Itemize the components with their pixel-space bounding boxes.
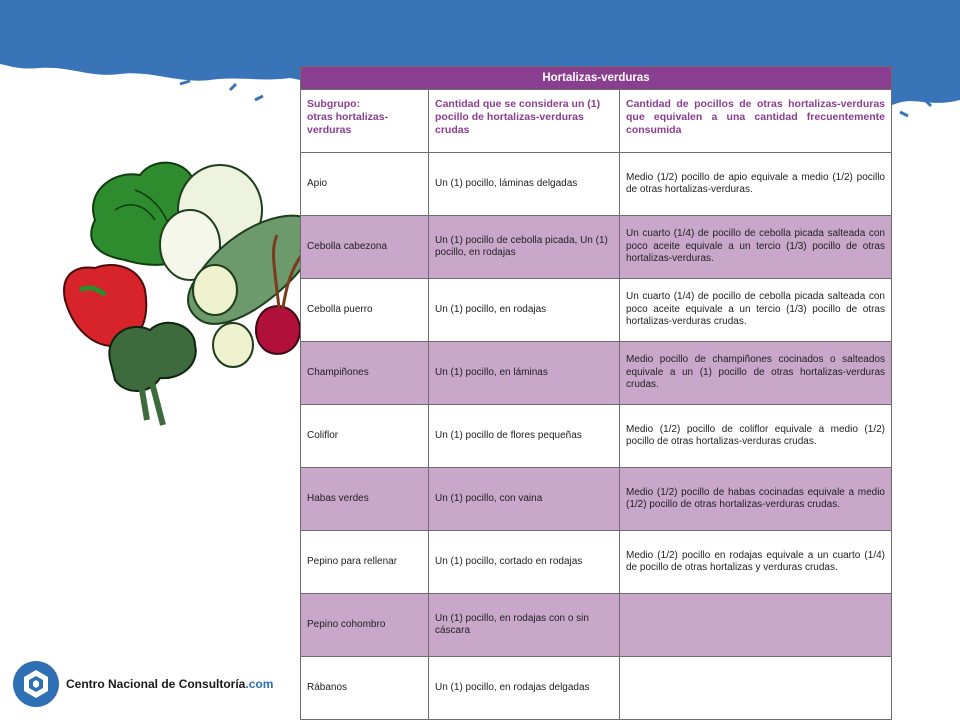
cell-equivalence: Medio (1/2) pocillo de apio equivale a medio (1/2) pocillo de otras hortalizas-verduras. — [626, 171, 885, 195]
cell-quantity: Un (1) pocillo, cortado en rodajas — [429, 531, 620, 593]
header-equivalence: Cantidad de pocillos de otras hortalizas-verduras que equivalen a una cantidad frecuentemente consumida — [626, 98, 885, 137]
table-row — [301, 153, 891, 216]
cell-equivalence — [620, 657, 891, 719]
table-title: Hortalizas-verduras — [301, 67, 891, 90]
vegetables-table — [300, 66, 892, 720]
header-subgroup: Subgrupo: otras hortalizas- verduras — [301, 90, 429, 152]
cell-subgroup: Habas verdes — [301, 468, 429, 530]
table-row — [301, 468, 891, 531]
cell-subgroup: Cebolla cabezona — [301, 216, 429, 278]
cell-subgroup: Champiñones — [301, 342, 429, 404]
table-row — [301, 594, 891, 657]
header-quantity: Cantidad que se considera un (1) pocillo de hortalizas-verduras crudas — [429, 90, 620, 152]
cell-quantity: Un (1) pocillo de cebolla picada, Un (1) pocillo, en rodajas — [429, 216, 620, 278]
cell-quantity: Un (1) pocillo, en láminas — [429, 342, 620, 404]
cell-quantity: Un (1) pocillo, en rodajas — [429, 279, 620, 341]
cell-subgroup: Coliflor — [301, 405, 429, 467]
cell-equivalence: Medio pocillo de champiñones cocinados o salteados equivale a un (1) pocillo de otras hortalizas-verduras crudas. — [626, 354, 885, 391]
cell-equivalence: Medio (1/2) pocillo de habas cocinadas equivale a medio (1/2) pocillo de otras hortalizas-verduras crudas. — [626, 486, 885, 510]
table-row — [301, 342, 891, 405]
logo-wordmark: Centro Nacional de Consultoría.com — [66, 677, 274, 691]
table-row — [301, 531, 891, 594]
vegetables-illustration — [55, 150, 330, 435]
company-logo — [12, 660, 273, 708]
cell-equivalence: Un cuarto (1/4) de pocillo de cebolla picada salteada con poco aceite equivale a un tercio (1/3) pocillo de otras hortalizas-verduras. — [626, 228, 885, 265]
cell-subgroup: Pepino cohombro — [301, 594, 429, 656]
cell-equivalence: Medio (1/2) pocillo en rodajas equivale a un cuarto (1/4) de pocillo de otras hortalizas y verduras crudas. — [626, 549, 885, 573]
cell-equivalence: Medio (1/2) pocillo de coliflor equivale a medio (1/2) pocillo de otras hortalizas-verduras crudas. — [626, 423, 885, 447]
cell-equivalence: Un cuarto (1/4) de pocillo de cebolla picada salteada con poco aceite equivale a un tercio (1/3) pocillo de otras hortalizas-verduras crudas. — [626, 291, 885, 328]
cell-quantity: Un (1) pocillo, láminas delgadas — [429, 153, 620, 215]
cell-equivalence — [620, 594, 891, 656]
cell-subgroup: Cebolla puerro — [301, 279, 429, 341]
table-row — [301, 279, 891, 342]
cell-subgroup: Apio — [301, 153, 429, 215]
table-row — [301, 657, 891, 719]
table-row — [301, 405, 891, 468]
logo-emblem-icon — [12, 660, 60, 708]
cell-subgroup: Rábanos — [301, 657, 429, 719]
cell-subgroup: Pepino para rellenar — [301, 531, 429, 593]
cell-quantity: Un (1) pocillo, con vaina — [429, 468, 620, 530]
table-row — [301, 216, 891, 279]
cell-quantity: Un (1) pocillo de flores pequeñas — [429, 405, 620, 467]
table-header-row — [301, 90, 891, 153]
cell-quantity: Un (1) pocillo, en rodajas con o sin cáscara — [429, 594, 620, 656]
cell-quantity: Un (1) pocillo, en rodajas delgadas — [429, 657, 620, 719]
